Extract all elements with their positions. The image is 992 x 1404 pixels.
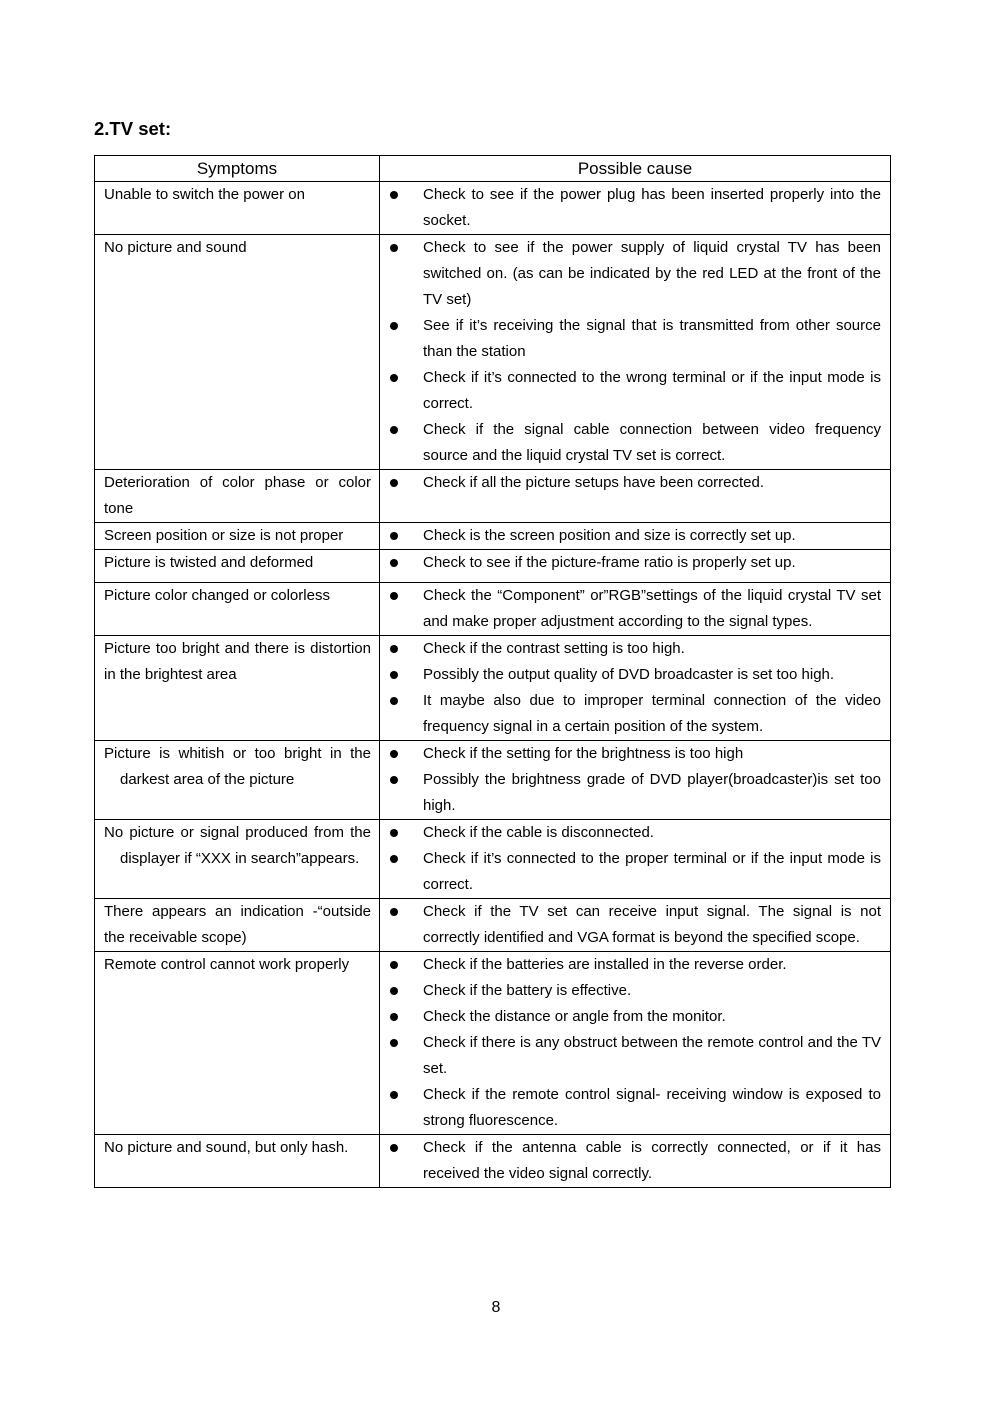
bullet-icon [390,374,398,382]
cause-cell [380,470,891,523]
cause-cell [380,523,891,550]
symptom-text: Picture is whitish or too bright in the darkest area of the picture [104,745,371,788]
cause-cell [380,636,891,741]
table-row [95,583,891,636]
bullet-icon [390,191,398,199]
cause-text: Check if the setting for the brightness is too high [423,745,744,762]
cause-cell [380,952,891,1135]
symptom-text: Picture color changed or colorless [104,587,330,604]
bullet-icon [390,987,398,995]
table-row [95,899,891,952]
symptom-text: No picture and sound, but only hash. [104,1139,349,1156]
cause-list [380,182,881,234]
cause-list [380,952,881,1134]
bullet-icon [390,776,398,784]
symptom-cell [95,583,380,636]
table-row [95,741,891,820]
symptom-text: Picture is twisted and deformed [104,554,314,571]
bullet-icon [390,855,398,863]
cause-cell [380,583,891,636]
cause-list [380,583,881,635]
cause-item [380,952,881,978]
symptom-cell [95,235,380,470]
cause-text: Check if the TV set can receive input signal. The signal is not correctly identified and VGA format is beyond the specified scope. [423,903,881,946]
cause-item [380,523,881,549]
bullet-icon [390,908,398,916]
bullet-icon [390,671,398,679]
cause-text: Check if the antenna cable is correctly connected, or if it has received the video signal correctly. [423,1139,881,1182]
bullet-icon [390,961,398,969]
symptom-text: Remote control cannot work properly [104,956,350,973]
symptom-cell [95,820,380,899]
cause-text: Check if it’s connected to the wrong terminal or if the input mode is correct. [423,369,881,412]
symptom-text: Unable to switch the power on [104,186,305,203]
cause-list [380,550,881,576]
cause-item [380,636,881,662]
symptom-cell [95,523,380,550]
symptom-text: No picture and sound [104,239,247,256]
bullet-icon [390,1039,398,1047]
table-row [95,470,891,523]
cause-item [380,417,881,469]
cause-text: Check if the remote control signal- receiving window is exposed to strong fluorescence. [423,1086,881,1129]
bullet-icon [390,1013,398,1021]
cause-text: Check to see if the picture-frame ratio is properly set up. [423,554,796,571]
bullet-icon [390,322,398,330]
section-heading: 2.TV set: [94,118,172,139]
cause-list [380,820,881,898]
cause-item [380,767,881,819]
possible-cause-header: Possible cause [380,156,891,182]
cause-item [380,313,881,365]
table-row [95,952,891,1135]
table-row [95,235,891,470]
cause-item [380,662,881,688]
cause-text: Check if all the picture setups have been corrected. [423,474,765,491]
cause-text: Check if the signal cable connection between video frequency source and the liquid crystal TV set is correct. [423,421,881,464]
cause-list [380,470,881,496]
symptoms-header: Symptoms [95,156,380,182]
cause-text: Check if the batteries are installed in the reverse order. [423,956,787,973]
cause-cell [380,741,891,820]
cause-text: Check if the contrast setting is too high. [423,640,685,657]
cause-item [380,365,881,417]
cause-item [380,235,881,313]
troubleshooting-table [94,155,891,1188]
table-row [95,1135,891,1188]
bullet-icon [390,1144,398,1152]
cause-item [380,978,881,1004]
cause-item [380,182,881,234]
bullet-icon [390,697,398,705]
bullet-icon [390,479,398,487]
cause-list [380,636,881,740]
cause-item [380,583,881,635]
cause-text: Check the “Component” or”RGB”settings of the liquid crystal TV set and make proper adjustment according to the signal types. [423,587,881,630]
cause-text: Check if the battery is effective. [423,982,632,999]
symptom-text: Screen position or size is not proper [104,527,344,544]
cause-item [380,820,881,846]
cause-cell [380,899,891,952]
table-row [95,523,891,550]
table-row [95,820,891,899]
bullet-icon [390,426,398,434]
symptom-cell [95,952,380,1135]
symptom-cell [95,182,380,235]
symptom-text: Picture too bright and there is distortion in the brightest area [104,640,371,683]
table-header-row [95,156,891,182]
symptom-cell [95,899,380,952]
cause-item [380,846,881,898]
cause-text: Possibly the brightness grade of DVD player(broadcaster)is set too high. [423,771,881,814]
cause-text: Check is the screen position and size is correctly set up. [423,527,796,544]
bullet-icon [390,532,398,540]
cause-item [380,550,881,576]
table-row [95,550,891,583]
symptom-text: There appears an indication -“outside the receivable scope) [104,903,371,946]
cause-cell [380,182,891,235]
cause-text: Check to see if the power plug has been inserted properly into the socket. [423,186,881,229]
bullet-icon [390,1091,398,1099]
cause-item [380,899,881,951]
symptom-cell [95,550,380,583]
cause-text: Check if it’s connected to the proper terminal or if the input mode is correct. [423,850,881,893]
symptom-text: No picture or signal produced from the displayer if “XXX in search”appears. [104,824,371,867]
cause-item [380,1082,881,1134]
bullet-icon [390,750,398,758]
cause-text: Check to see if the power supply of liquid crystal TV has been switched on. (as can be indicated by the red LED at the front of the TV set) [423,239,881,308]
table-row [95,182,891,235]
symptom-cell [95,470,380,523]
cause-item [380,1004,881,1030]
symptom-cell [95,636,380,741]
cause-cell [380,235,891,470]
page-number: 8 [491,1299,501,1316]
cause-item [380,688,881,740]
bullet-icon [390,559,398,567]
cause-item [380,741,881,767]
bullet-icon [390,244,398,252]
cause-cell [380,550,891,583]
cause-cell [380,1135,891,1188]
cause-text: Check the distance or angle from the monitor. [423,1008,726,1025]
cause-item [380,1030,881,1082]
cause-list [380,523,881,549]
cause-text: Possibly the output quality of DVD broadcaster is set too high. [423,666,835,683]
bullet-icon [390,645,398,653]
cause-text: It maybe also due to improper terminal connection of the video frequency signal in a certain position of the system. [423,692,881,735]
cause-text: Check if the cable is disconnected. [423,824,654,841]
cause-text: Check if there is any obstruct between the remote control and the TV set. [423,1034,881,1077]
cause-text: See if it’s receiving the signal that is transmitted from other source than the station [423,317,881,360]
bullet-icon [390,592,398,600]
cause-list [380,899,881,951]
symptom-text: Deterioration of color phase or color tone [104,474,371,517]
cause-list [380,1135,881,1187]
cause-cell [380,820,891,899]
cause-list [380,235,881,469]
symptom-cell [95,1135,380,1188]
cause-item [380,1135,881,1187]
cause-item [380,470,881,496]
symptom-cell [95,741,380,820]
cause-list [380,741,881,819]
bullet-icon [390,829,398,837]
table-row [95,636,891,741]
